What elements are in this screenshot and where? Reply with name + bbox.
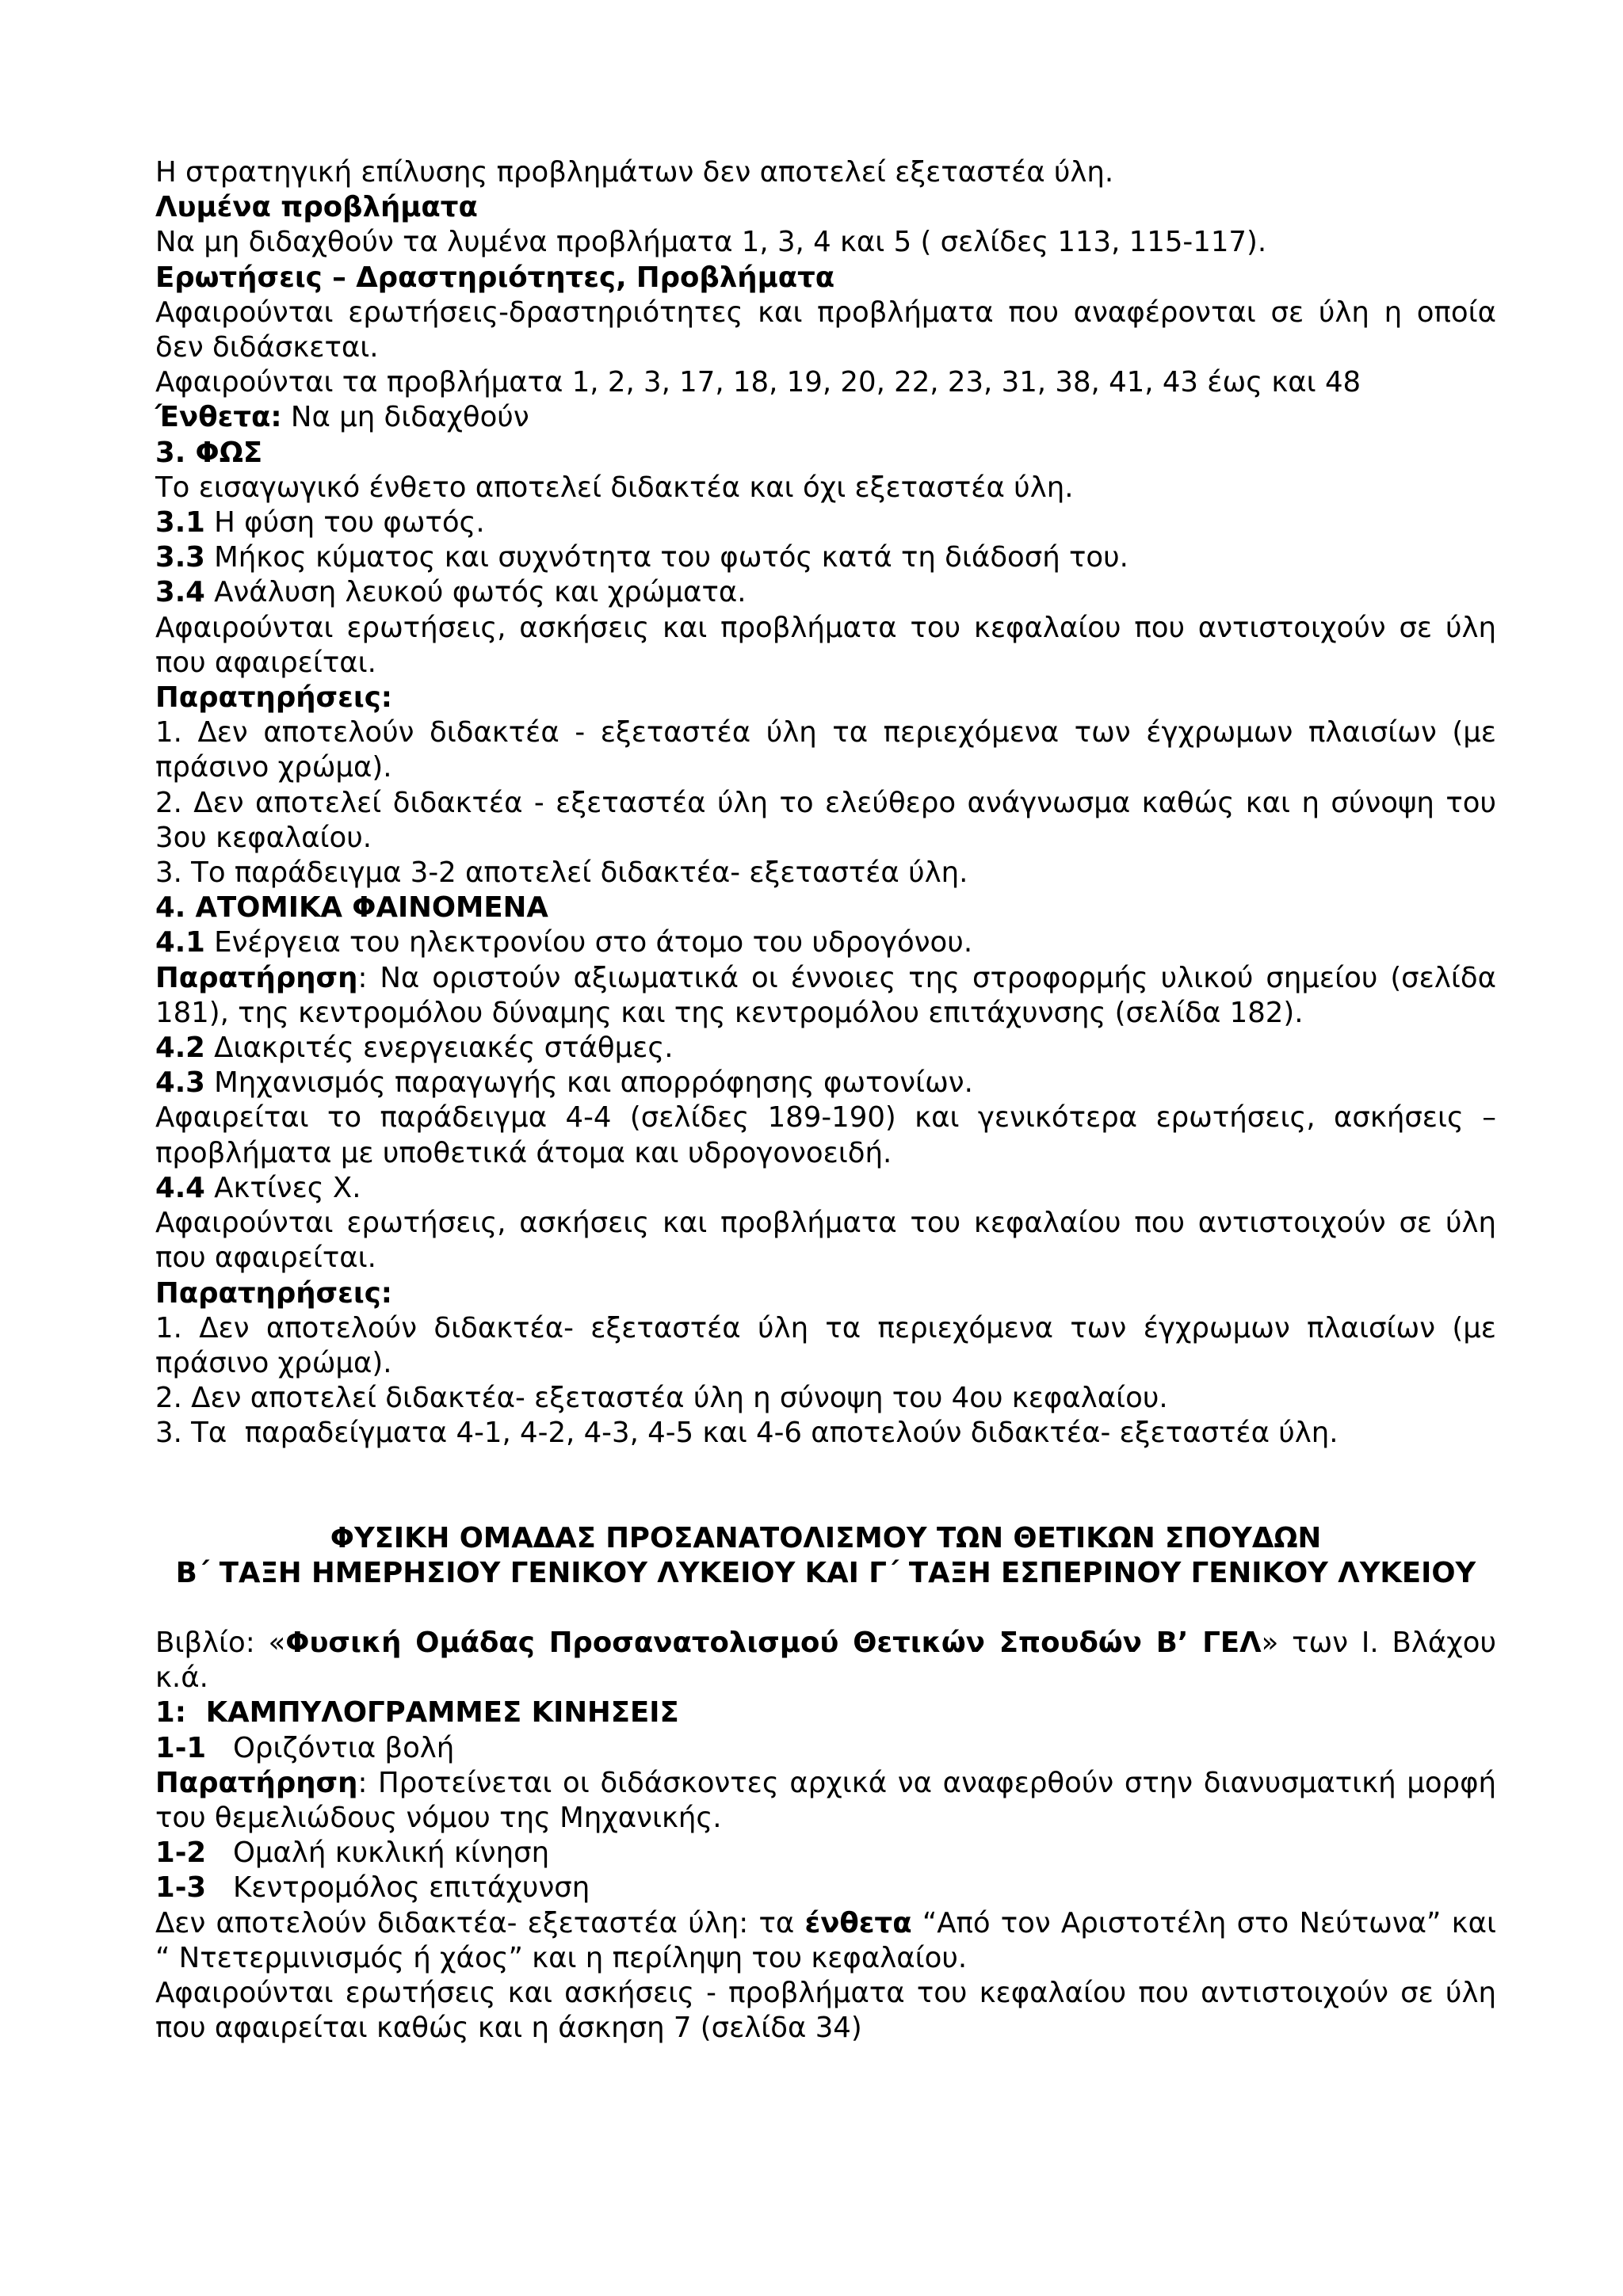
section-title: Διακριτές ενεργειακές στάθμες. [204,1032,674,1065]
paragraph: Αφαιρούνται ερωτήσεις, ασκήσεις και προβλήματα του κεφαλαίου που αντιστοιχούν σε ύλη που αφαιρείται. [155,611,1496,679]
exclusions-paragraph [155,1906,1496,1976]
paragraph: Το εισαγωγικό ένθετο αποτελεί διδακτέα και όχι εξεταστέα ύλη. [155,471,1074,504]
section-title: Μηχανισμός παραγωγής και απορρόφησης φωτονίων. [204,1066,973,1100]
remarks-heading: Παρατηρήσεις: [155,1276,392,1310]
exclusions-suffix: “Από τον Αριστοτέλη στο Νεύτωνα” και “ Ντετερμινισμός ή χάος” και η περίληψη του κεφαλαίου. [155,1906,1496,1974]
section-line [155,575,1496,610]
observation [155,1766,1496,1836]
section-number: 4.1 [155,926,205,959]
exclusions-prefix: Δεν αποτελούν διδακτέα- εξεταστέα ύλη: τα [155,1906,805,1939]
book-title: Φυσική Ομάδας Προσανατολισμού Θετικών Σπουδών Β’ ΓΕΛ [285,1626,1262,1659]
section-line [155,1871,1496,1905]
remark-item: 3. Το παράδειγμα 3-2 αποτελεί διδακτέα- εξεταστέα ύλη. [155,856,968,890]
exclusions-bold: ένθετα [804,1906,912,1939]
section-number: 3.1 [155,506,205,540]
section-title: Ακτίνες Χ. [204,1171,361,1204]
section-line [155,1031,1496,1066]
paragraph: Αφαιρούνται τα προβλήματα 1, 2, 3, 17, 18, 19, 20, 22, 23, 31, 38, 41, 43 έως και 48 [155,366,1361,399]
section-line [155,1066,1496,1100]
section-title: Ανάλυση λευκού φωτός και χρώματα. [204,576,747,609]
paragraph: Να μη διδαχθούν τα λυμένα προβλήματα 1, 3, 4 και 5 ( σελίδες 113, 115-117). [155,226,1267,259]
inserts-text: Να μη διδαχθούν [281,401,529,434]
document-page [155,155,1496,2046]
section-line [155,505,1496,540]
section-title-line1: ΦΥΣΙΚΗ ΟΜΑΔΑΣ ΠΡΟΣΑΝΑΤΟΛΙΣΜΟΥ ΤΩΝ ΘΕΤΙΚΩΝ ΣΠΟΥΔΩΝ [330,1521,1322,1554]
paragraph: Αφαιρείται το παράδειγμα 4-4 (σελίδες 189-190) και γενικότερα ερωτήσεις, ασκήσεις – προβλήματα με υποθετικά άτομα και υδρογονοειδή. [155,1101,1496,1169]
paragraph: Αφαιρούνται ερωτήσεις και ασκήσεις - προβλήματα του κεφαλαίου που αντιστοιχούν σε ύλη που αφαιρείται καθώς και η άσκηση 7 (σελίδα 34) [155,1976,1496,2045]
section-number: 3.4 [155,576,205,609]
section-number: 3.3 [155,541,205,574]
observation [155,961,1496,1031]
section-line [155,1171,1496,1206]
paragraph: Αφαιρούνται ερωτήσεις, ασκήσεις και προβλήματα του κεφαλαίου που αντιστοιχούν σε ύλη που αφαιρείται. [155,1207,1496,1275]
spacer [155,1591,1496,1626]
paragraph: Αφαιρούνται ερωτήσεις-δραστηριότητες και προβλήματα που αναφέρονται σε ύλη η οποία δεν διδάσκεται. [155,296,1496,364]
section-title: Η φύση του φωτός. [204,506,485,540]
heading-solved-problems: Λυμένα προβλήματα [155,191,478,224]
observation-label: Παρατήρηση [155,1766,358,1799]
paragraph: Η στρατηγική επίλυσης προβλημάτων δεν αποτελεί εξεταστέα ύλη. [155,156,1114,189]
section-number: 4.4 [155,1171,205,1204]
chapter-heading-atomic: 4. ΑΤΟΜΙΚΑ ΦΑΙΝΟΜΕΝΑ [155,891,548,925]
section-title: Μήκος κύματος και συχνότητα του φωτός κατά τη διάδοσή του. [204,541,1128,574]
observation-text: : Να οριστούν αξιωματικά οι έννοιες της στροφορμής υλικού σημείου (σελίδα 181), της κεντρομόλου δύναμης και της κεντρομόλου επιτάχυνσης (σελίδα 182). [155,961,1496,1029]
remark-item: 1. Δεν αποτελούν διδακτέα - εξεταστέα ύλη τα περιεχόμενα των έγχρωμων πλαισίων (με πράσινο χρώμα). [155,716,1496,784]
book-line [155,1626,1496,1695]
section-line [155,1731,1496,1766]
remarks-heading: Παρατηρήσεις: [155,681,392,715]
chapter-heading-light: 3. ΦΩΣ [155,436,263,469]
inserts-label: Ένθετα: [155,401,282,434]
heading-questions-activities: Ερωτήσεις – Δραστηριότητες, Προβλήματα [155,261,835,294]
inserts-line [155,400,1496,435]
spacer [155,1451,1496,1521]
book-prefix: Βιβλίο: « [155,1626,286,1659]
section-number: 1-1 [155,1731,207,1764]
section-number: 4.3 [155,1066,205,1100]
chapter-heading-curvilinear: 1: ΚΑΜΠΥΛΟΓΡΑΜΜΕΣ ΚΙΝΗΣΕΙΣ [155,1696,679,1730]
section-line [155,925,1496,960]
observation-label: Παρατήρηση [155,961,358,994]
remark-item: 2. Δεν αποτελεί διδακτέα - εξεταστέα ύλη το ελεύθερο ανάγνωσμα καθώς και η σύνοψη του 3ου κεφαλαίου. [155,786,1496,854]
section-number: 1-3 [155,1871,207,1905]
section-title: Ενέργεια του ηλεκτρονίου στο άτομο του υδρογόνου. [204,926,973,959]
remark-item: 2. Δεν αποτελεί διδακτέα- εξεταστέα ύλη η σύνοψη του 4ου κεφαλαίου. [155,1382,1168,1415]
section-line [155,540,1496,575]
observation-text: : Προτείνεται οι διδάσκοντες αρχικά να αναφερθούν στην διανυσματική μορφή του θεμελιώδους νόμου της Μηχανικής. [155,1766,1496,1834]
section-title: Ομαλή κυκλική κίνηση [206,1836,550,1870]
remark-item: 3. Τα παραδείγματα 4-1, 4-2, 4-3, 4-5 και 4-6 αποτελούν διδακτέα- εξεταστέα ύλη. [155,1417,1338,1450]
section-title: Οριζόντια βολή [206,1731,455,1764]
section-title: Κεντρομόλος επιτάχυνση [206,1871,590,1905]
book-suffix: » των Ι. Βλάχου κ.ά. [155,1626,1496,1695]
section-title-line2: Β΄ ΤΑΞΗ ΗΜΕΡΗΣΙΟΥ ΓΕΝΙΚΟΥ ΛΥΚΕΙΟΥ ΚΑΙ Γ΄ ΤΑΞΗ ΕΣΠΕΡΙΝΟΥ ΓΕΝΙΚΟΥ ΛΥΚΕΙΟΥ [175,1556,1476,1589]
remark-item: 1. Δεν αποτελούν διδακτέα- εξεταστέα ύλη τα περιεχόμενα των έγχρωμων πλαισίων (με πράσινο χρώμα). [155,1311,1496,1379]
section-number: 1-2 [155,1836,207,1870]
section-number: 4.2 [155,1032,205,1065]
section-line [155,1836,1496,1871]
